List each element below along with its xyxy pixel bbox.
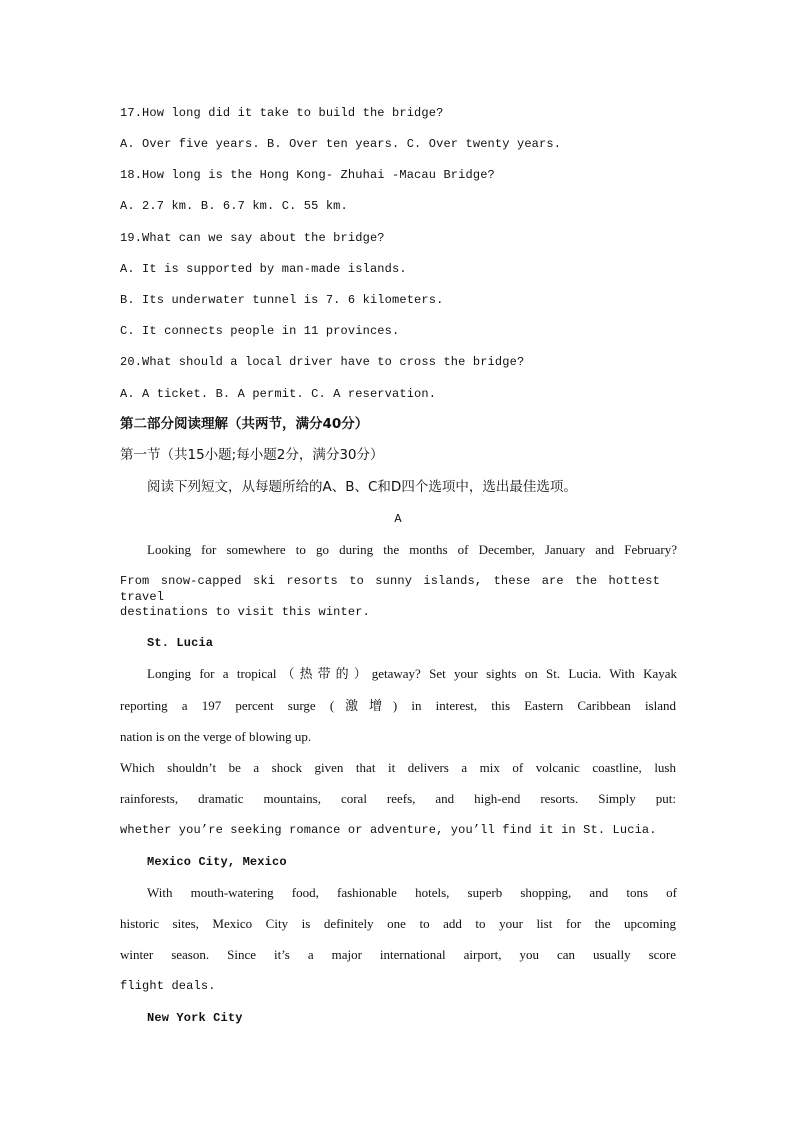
question-18-stem: 18.How long is the Hong Kong- Zhuhai -Macau Bridge? — [120, 168, 495, 182]
question-19-option-c: C. It connects people in 11 provinces. — [120, 324, 400, 338]
intro-line-3: destinations to visit this winter. — [120, 605, 370, 619]
st-lucia-line-2: reporting a 197 percent surge (激增) in interest, this Eastern Caribbean island — [120, 698, 676, 713]
intro-line-1: Looking for somewhere to go during the months of December, January and February? — [147, 542, 677, 557]
mexico-city-line-4: flight deals. — [120, 979, 216, 993]
intro-line-2: From snow-capped ski resorts to sunny islands, these are the hottest travel — [120, 574, 660, 604]
reading-instructions: 阅读下列短文，从每题所给的A、B、C和D四个选项中，选出最佳选项。 — [147, 479, 577, 495]
question-17-options: A. Over five years. B. Over ten years. C. Over twenty years. — [120, 137, 562, 151]
passage-label: A — [394, 512, 402, 526]
st-lucia-line-6: whether you’re seeking romance or adventure, you’ll find it in St. Lucia. — [120, 823, 657, 837]
question-20-options: A. A ticket. B. A permit. C. A reservation. — [120, 387, 437, 401]
mexico-city-line-3: winter season. Since it’s a major international airport, you can usually score — [120, 947, 676, 962]
st-lucia-line-3: nation is on the verge of blowing up. — [120, 729, 312, 744]
st-lucia-line-4: Which shouldn’t be a shock given that it delivers a mix of volcanic coastline, lush — [120, 760, 676, 775]
st-lucia-line-5: rainforests, dramatic mountains, coral reefs, and high-end resorts. Simply put: — [120, 791, 676, 806]
question-19-option-b: B. Its underwater tunnel is 7. 6 kilometers. — [120, 293, 444, 307]
question-18-options: A. 2.7 km. B. 6.7 km. C. 55 km. — [120, 199, 348, 213]
mexico-city-line-2: historic sites, Mexico City is definitely one to add to your list for the upcoming — [120, 916, 676, 931]
st-lucia-line-1: Longing for a tropical（热带的）getaway? Set your sights on St. Lucia. With Kayak — [147, 666, 677, 681]
subsection-title: 第一节（共15小题;每小题2分，满分30分） — [120, 447, 384, 463]
part-two-title: 第二部分阅读理解（共两节，满分40分） — [120, 416, 369, 432]
question-19-option-a: A. It is supported by man-made islands. — [120, 262, 407, 276]
heading-st-lucia: St. Lucia — [147, 636, 214, 650]
mexico-city-line-1: With mouth-watering food, fashionable hotels, superb shopping, and tons of — [147, 885, 677, 900]
question-19-stem: 19.What can we say about the bridge? — [120, 231, 385, 245]
heading-mexico-city: Mexico City, Mexico — [147, 855, 287, 869]
question-17-stem: 17.How long did it take to build the bridge? — [120, 106, 444, 120]
question-20-stem: 20.What should a local driver have to cross the bridge? — [120, 355, 525, 369]
heading-new-york-city: New York City — [147, 1011, 243, 1025]
